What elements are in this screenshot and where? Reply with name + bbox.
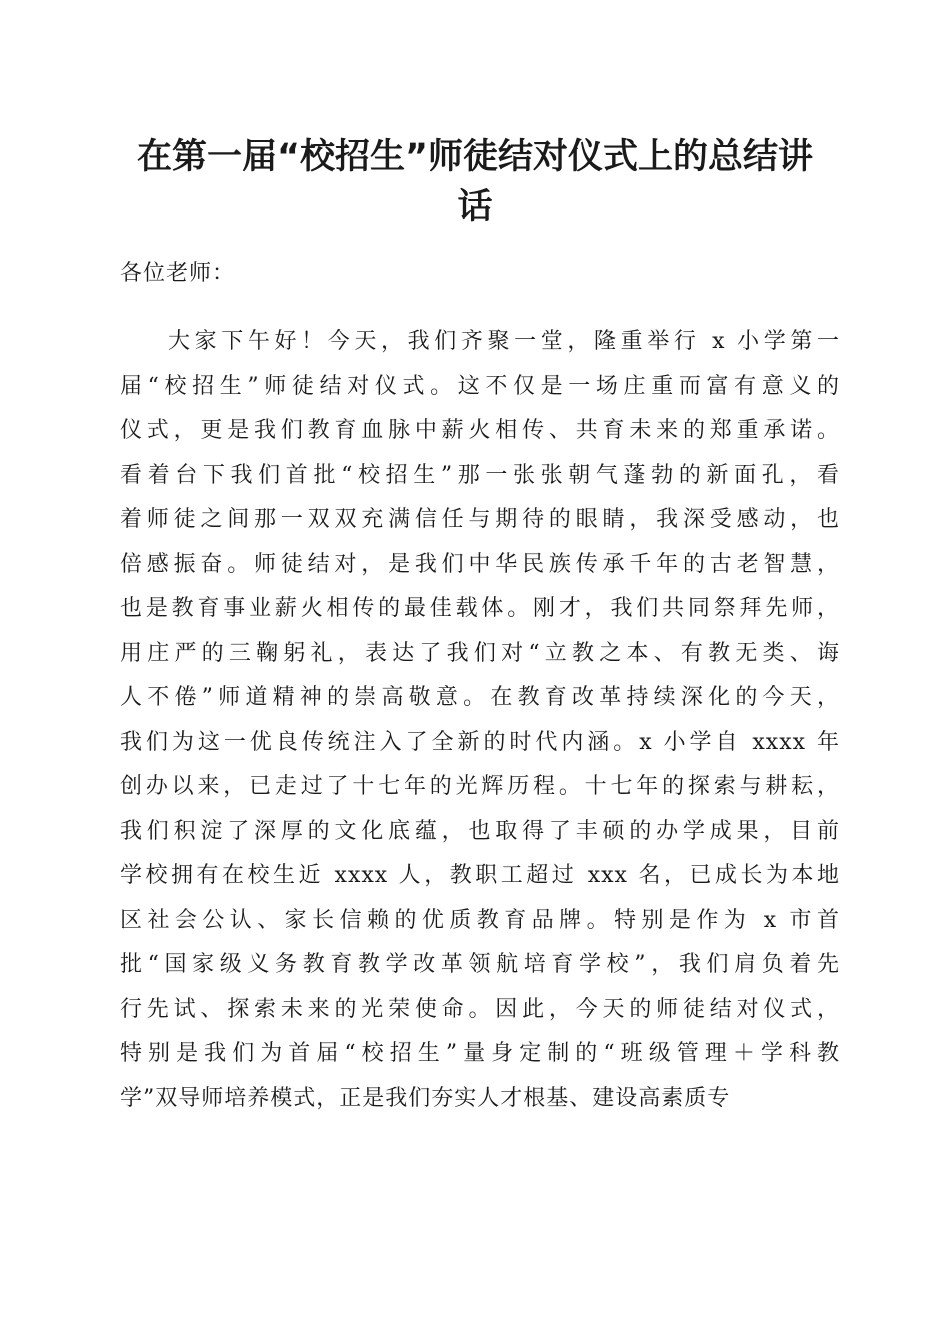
body-line: 着师徒之间那一双双充满信任与期待的眼睛，我深受感动，也: [120, 507, 840, 532]
body-line: 也是教育事业薪火相传的最佳载体。刚才，我们共同祭拜先师，: [120, 596, 840, 621]
body-line: 倍感振奋。师徒结对，是我们中华民族传承千年的古老智慧，: [120, 551, 840, 577]
salutation: 各位老师：: [120, 261, 236, 286]
body-line: 用庄严的三鞠躬礼，表达了我们对“立教之本、有教无类、诲: [120, 640, 840, 666]
body-line: 学校拥有在校生近 xxxx 人，教职工超过 xxx 名，已成长为本地: [120, 863, 840, 888]
body-line: 创办以来，已走过了十七年的光辉历程。十七年的探索与耕耘，: [120, 774, 840, 799]
body-line: 届“校招生”师徒结对仪式。这不仅是一场庄重而富有意义的: [120, 373, 840, 399]
body-line: 仪式，更是我们教育血脉中薪火相传、共育未来的郑重承诺。: [120, 418, 840, 443]
body-line: 看着台下我们首批“校招生”那一张张朝气蓬勃的新面孔，看: [120, 462, 840, 488]
body-line: 大家下午好！今天，我们齐聚一堂，隆重举行 x 小学第一: [168, 329, 840, 354]
body-line: 特别是我们为首届“校招生”量身定制的“班级管理＋学科教: [120, 1041, 840, 1066]
document-title: [100, 132, 850, 232]
body-line: 行先试、探索未来的光荣使命。因此，今天的师徒结对仪式，: [120, 996, 840, 1022]
body-line: 批“国家级义务教育教学改革领航培育学校”，我们肩负着先: [120, 952, 840, 977]
body-line: 我们积淀了深厚的文化底蕴，也取得了丰硕的办学成果，目前: [120, 818, 840, 844]
title-line: 在第一届“校招生”师徒结对仪式上的总结讲: [136, 137, 813, 177]
body-line: 人不倦”师道精神的崇高敬意。在教育改革持续深化的今天，: [120, 685, 840, 710]
body-line: 区社会公认、家长信赖的优质教育品牌。特别是作为 x 市首: [120, 907, 840, 933]
body-paragraph: [120, 320, 840, 1121]
title-line: 话: [457, 187, 493, 227]
body-line: 学”双导师培养模式，正是我们夯实人才根基、建设高素质专: [120, 1085, 731, 1111]
body-line: 我们为这一优良传统注入了全新的时代内涵。x 小学自 xxxx 年: [120, 729, 840, 755]
